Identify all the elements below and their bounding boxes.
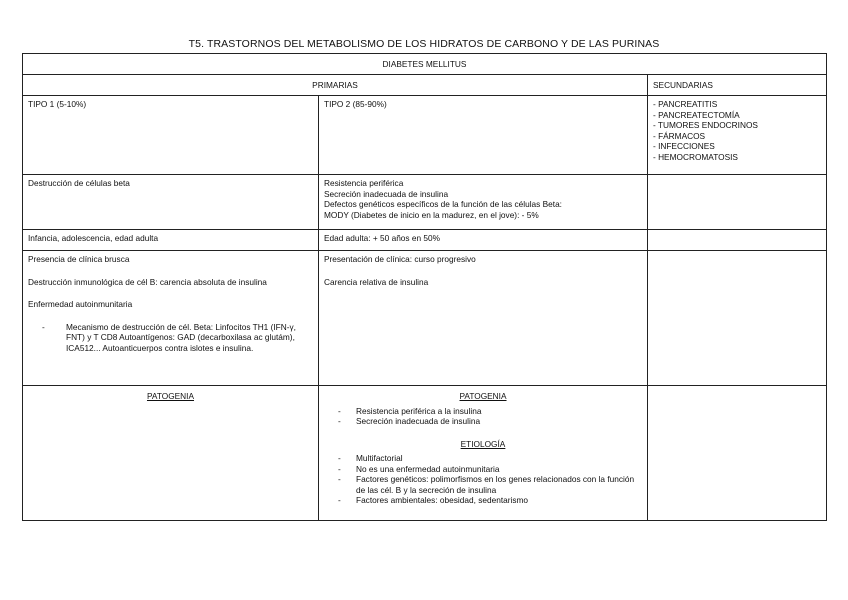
- cell-secundarias-list: [648, 96, 827, 175]
- table-header-row: [23, 54, 827, 75]
- cell-patogenia-t2: [319, 386, 648, 521]
- patogenia-t1-heading: PATOGENIA: [146, 391, 195, 401]
- clinica-t1-autoinmunitaria: Enfermedad autoinmunitaria: [28, 299, 133, 309]
- etiologia-heading: ETIOLOGÍA: [460, 438, 506, 449]
- clinica-t1-destruccion: Destrucción inmunológica de cél B: carencia absoluta de insulina: [28, 276, 267, 287]
- etiologia-list: [324, 453, 642, 506]
- causa-t2-line: Secreción inadecuada de insulina: [324, 188, 449, 199]
- list-item: - INFECCIONES: [653, 141, 715, 151]
- cell-clinica-t1: [23, 251, 319, 386]
- cell-tipo1: TIPO 1 (5-10%): [23, 96, 319, 175]
- clinica-t2-presentacion: Presentación de clínica: curso progresivo: [324, 254, 476, 264]
- clinica-t1-list: [28, 322, 313, 354]
- header-primarias: PRIMARIAS: [23, 75, 648, 96]
- patogenia-t2-heading: PATOGENIA: [459, 391, 507, 401]
- causa-t2-line: MODY (Diabetes de inicio en la madurez, en el jove): - 5%: [324, 209, 539, 220]
- causa-t2-line: Resistencia periférica: [324, 178, 404, 188]
- secundarias-list: [653, 99, 821, 162]
- cell-tipo2: TIPO 2 (85-90%): [319, 96, 648, 175]
- list-item: - Factores ambientales: obesidad, sedentarismo: [338, 495, 642, 506]
- cell-causa-t1: Destrucción de células beta: [23, 175, 319, 230]
- header-diabetes-mellitus: DIABETES MELLITUS: [23, 54, 827, 75]
- causa-t2-line: Defectos genéticos específicos de la función de las células Beta:: [324, 199, 562, 209]
- list-item: - PANCREATITIS: [653, 99, 718, 109]
- patogenia-t2-list: [324, 406, 642, 427]
- clinica-t2-carencia: Carencia relativa de insulina: [324, 276, 429, 287]
- cell-clinica-secundarias: [648, 251, 827, 386]
- category-row: [23, 75, 827, 96]
- header-secundarias: SECUNDARIAS: [648, 75, 827, 96]
- patogenia-row: [23, 386, 827, 521]
- list-item: - Resistencia periférica a la insulina: [338, 406, 642, 417]
- cell-causa-t2: [319, 175, 648, 230]
- list-item: - TUMORES ENDOCRINOS: [653, 120, 758, 130]
- document-title: T5. TRASTORNOS DEL METABOLISMO DE LOS HIDRATOS DE CARBONO Y DE LAS PURINAS: [188, 38, 660, 50]
- list-item: - PANCREATECTOMÍA: [653, 109, 740, 120]
- list-item: - Multifactorial: [338, 453, 642, 464]
- list-item: - Mecanismo de destrucción de cél. Beta: Linfocitos TH1 (IFN-γ, FNT) y T CD8 Autoantígenos: GAD (decarboxilasa ac glutám), ICA512... Autoanticuerpos contra islotes e insulina.: [42, 322, 313, 354]
- cell-patogenia-t1: [23, 386, 319, 521]
- list-item: - Secreción inadecuada de insulina: [338, 416, 642, 427]
- cell-patogenia-secundarias: [648, 386, 827, 521]
- cell-edad-t1: Infancia, adolescencia, edad adulta: [23, 230, 319, 251]
- clinica-row: [23, 251, 827, 386]
- cell-edad-t2: Edad adulta: + 50 años en 50%: [319, 230, 648, 251]
- list-item: - HEMOCROMATOSIS: [653, 151, 738, 162]
- type-row: [23, 96, 827, 175]
- list-item: - Factores genéticos: polimorfismos en los genes relacionados con la función de las cél. B y la secreción de insulina: [338, 474, 642, 495]
- cell-causa-secundarias: [648, 175, 827, 230]
- list-item: - No es una enfermedad autoinmunitaria: [338, 464, 642, 475]
- causa-row: [23, 175, 827, 230]
- diabetes-table: [22, 53, 827, 521]
- cell-clinica-t2: [319, 251, 648, 386]
- list-item: - FÁRMACOS: [653, 130, 706, 141]
- clinica-t1-presencia: Presencia de clínica brusca: [28, 254, 130, 264]
- cell-edad-secundarias: [648, 230, 827, 251]
- edad-row: [23, 230, 827, 251]
